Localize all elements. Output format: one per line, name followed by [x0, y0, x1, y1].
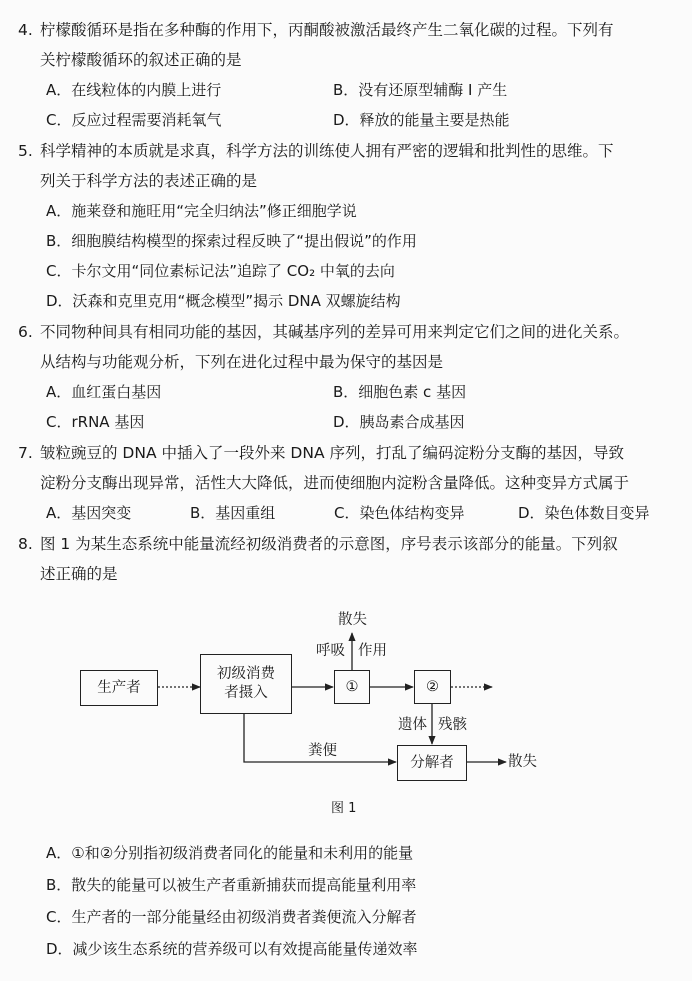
q5-stem-line1: 科学精神的本质就是求真，科学方法的训练使人拥有严密的逻辑和批判性的思维。下 — [40, 142, 614, 160]
figure-caption: 图 1 — [331, 801, 357, 816]
q5-option-c: C．卡尔文用“同位素标记法”追踪了 CO₂ 中氧的去向 — [46, 262, 395, 280]
producer-label: 生产者 — [97, 679, 141, 696]
respiration-label-left: 呼吸 — [316, 643, 345, 659]
loss-top-label: 散失 — [338, 612, 367, 628]
q7-stem-line1: 皱粒豌豆的 DNA 中插入了一段外来 DNA 序列，打乱了编码淀粉分支酶的基因，导致 — [40, 444, 624, 462]
q7-option-c: C．染色体结构变异 — [334, 504, 465, 522]
remains-label-right: 残骸 — [438, 717, 467, 733]
q5-option-d: D．沃森和克里克用“概念模型”揭示 DNA 双螺旋结构 — [46, 292, 401, 310]
q6-option-c: C．rRNA 基因 — [46, 413, 145, 431]
q4-option-a: A．在线粒体的内膜上进行 — [46, 81, 222, 99]
producer-box — [80, 670, 158, 706]
q5-option-b: B．细胞膜结构模型的探索过程反映了“提出假说”的作用 — [46, 232, 417, 250]
primary-consumer-intake-box — [200, 654, 292, 714]
decomposer-box — [397, 745, 467, 781]
remains-label-left: 遗体 — [398, 717, 427, 733]
q5-number: 5. — [18, 142, 33, 160]
q4-number: 4. — [18, 21, 33, 39]
q5-option-a: A．施莱登和施旺用“完全归纳法”修正细胞学说 — [46, 202, 357, 220]
loss-right-label: 散失 — [508, 754, 537, 770]
q8-option-b: B．散失的能量可以被生产者重新捕获而提高能量利用率 — [46, 876, 417, 894]
q7-stem-line2: 淀粉分支酶出现异常，活性大大降低，进而使细胞内淀粉含量降低。这种变异方式属于 — [40, 474, 630, 492]
q6-option-d: D．胰岛素合成基因 — [333, 413, 465, 431]
node-1-box — [334, 670, 370, 704]
decomposer-label: 分解者 — [410, 754, 454, 771]
q8-option-c: C．生产者的一部分能量经由初级消费者粪便流入分解者 — [46, 908, 417, 926]
q6-stem-line2: 从结构与功能观分析，下列在进化过程中最为保守的基因是 — [40, 353, 444, 371]
q7-option-d: D．染色体数目变异 — [518, 504, 650, 522]
q6-option-b: B．细胞色素 c 基因 — [333, 383, 467, 401]
q6-stem-line1: 不同物种间具有相同功能的基因，其碱基序列的差异可用来判定它们之间的进化关系。 — [40, 323, 630, 341]
q7-option-b: B．基因重组 — [190, 504, 276, 522]
node-2-label: ② — [426, 678, 439, 695]
q4-option-b: B．没有还原型辅酶 I 产生 — [333, 81, 508, 99]
consumer-label-line2: 者摄入 — [224, 685, 268, 701]
q8-option-a: A．①和②分别指初级消费者同化的能量和未利用的能量 — [46, 844, 414, 862]
q8-stem-line1: 图 1 为某生态系统中能量流经初级消费者的示意图，序号表示该部分的能量。下列叙 — [40, 535, 618, 553]
q4-option-c: C．反应过程需要消耗氧气 — [46, 111, 222, 129]
node-1-label: ① — [345, 678, 359, 695]
consumer-label-line1: 初级消费 — [217, 666, 275, 682]
q8-number: 8. — [18, 535, 33, 553]
q8-option-d: D．减少该生态系统的营养级可以有效提高能量传递效率 — [46, 940, 418, 958]
q5-stem-line2: 列关于科学方法的表述正确的是 — [40, 172, 258, 190]
q4-option-d: D．释放的能量主要是热能 — [333, 111, 510, 129]
feces-label: 粪便 — [308, 743, 337, 759]
q4-stem-line1: 柠檬酸循环是指在多种酶的作用下，丙酮酸被激活最终产生二氧化碳的过程。下列有 — [40, 21, 614, 39]
respiration-label-right: 作用 — [358, 643, 387, 659]
q7-number: 7. — [18, 444, 33, 462]
node-2-box — [414, 670, 451, 704]
q6-number: 6. — [18, 323, 33, 341]
q6-option-a: A．血红蛋白基因 — [46, 383, 162, 401]
q7-option-a: A．基因突变 — [46, 504, 132, 522]
q4-stem-line2: 关柠檬酸循环的叙述正确的是 — [40, 51, 242, 69]
q8-stem-line2: 述正确的是 — [40, 565, 118, 583]
